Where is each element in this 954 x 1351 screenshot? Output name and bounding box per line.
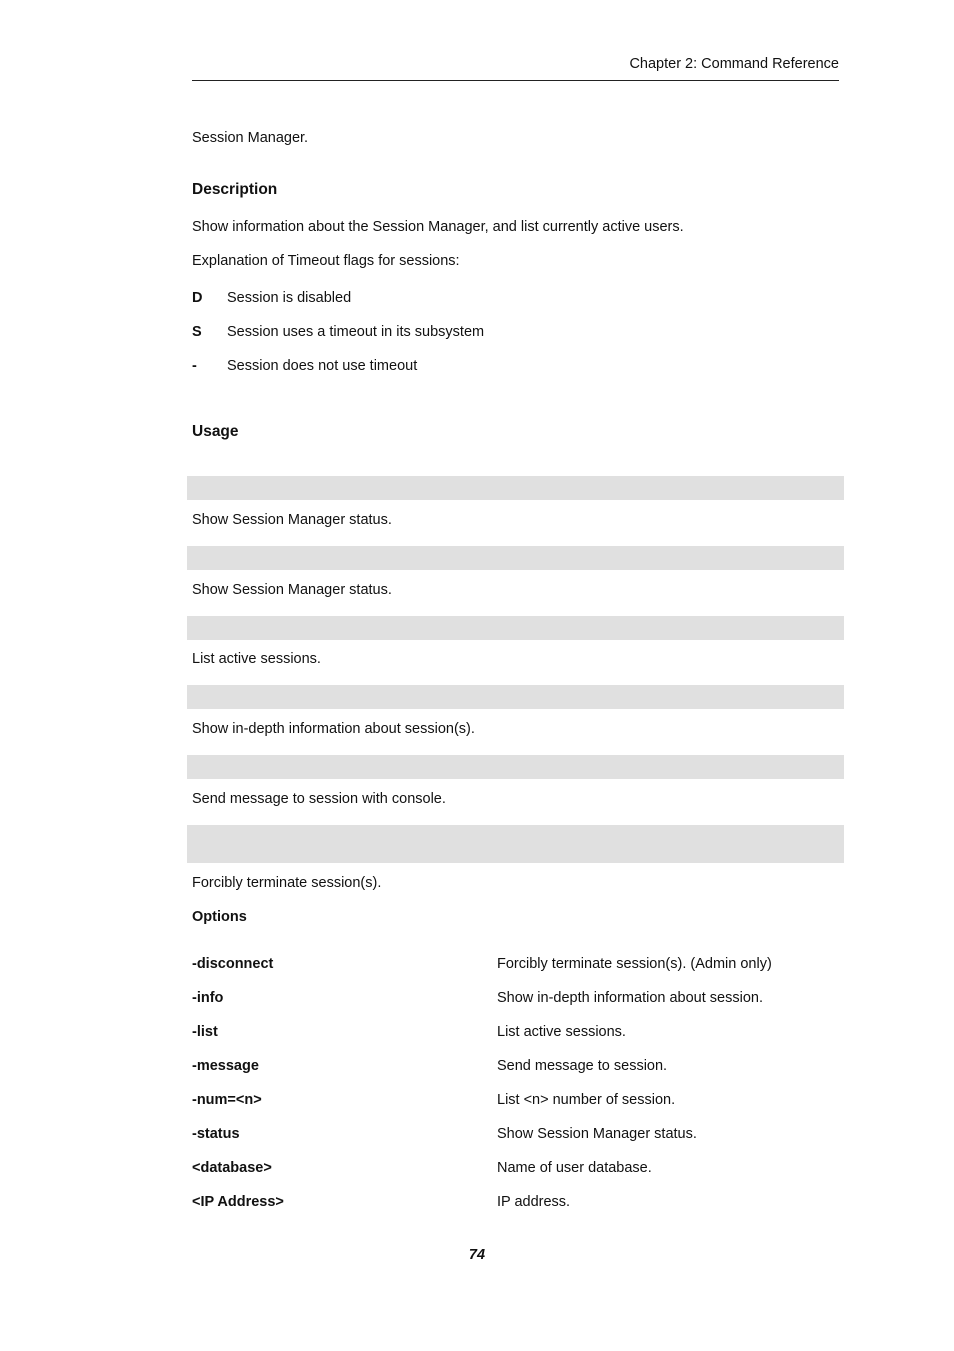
flag-key: D bbox=[192, 290, 203, 306]
description-heading: Description bbox=[192, 181, 278, 198]
description-paragraph: Show information about the Session Manager, and list currently active users. bbox=[192, 219, 684, 235]
flags-intro: Explanation of Timeout flags for sessions: bbox=[192, 253, 460, 269]
flag-description: Session is disabled bbox=[227, 290, 352, 306]
flag-key: - bbox=[192, 358, 197, 374]
option-name: -num=<n> bbox=[192, 1092, 262, 1108]
usage-code-block bbox=[187, 825, 844, 863]
option-description: Forcibly terminate session(s). (Admin only) bbox=[497, 956, 772, 972]
option-description: List <n> number of session. bbox=[497, 1092, 676, 1108]
option-description: Show Session Manager status. bbox=[497, 1126, 697, 1142]
page-number: 74 bbox=[468, 1247, 486, 1263]
option-description: Show in-depth information about session. bbox=[497, 990, 763, 1006]
flag-description: Session uses a timeout in its subsystem bbox=[227, 324, 485, 340]
option-name: -status bbox=[192, 1126, 240, 1142]
flag-description: Session does not use timeout bbox=[227, 358, 418, 374]
usage-description: Forcibly terminate session(s). bbox=[192, 875, 382, 891]
option-name: -list bbox=[192, 1024, 218, 1040]
usage-heading: Usage bbox=[192, 423, 239, 440]
usage-code-block bbox=[187, 685, 844, 709]
usage-description: Show Session Manager status. bbox=[192, 582, 392, 598]
usage-description: Show Session Manager status. bbox=[192, 512, 392, 528]
intro-text: Session Manager. bbox=[192, 130, 309, 146]
option-description: List active sessions. bbox=[497, 1024, 626, 1040]
option-name: -info bbox=[192, 990, 224, 1006]
option-name: -disconnect bbox=[192, 956, 274, 972]
option-name: <IP Address> bbox=[192, 1194, 284, 1210]
running-header: Chapter 2: Command Reference bbox=[629, 56, 839, 72]
option-description: IP address. bbox=[497, 1194, 571, 1210]
usage-code-block bbox=[187, 546, 844, 570]
usage-code-block bbox=[187, 476, 844, 500]
usage-description: Send message to session with console. bbox=[192, 791, 446, 807]
usage-code-block bbox=[187, 616, 844, 640]
option-description: Name of user database. bbox=[497, 1160, 652, 1176]
usage-description: Show in-depth information about session(s). bbox=[192, 721, 475, 737]
usage-code-block bbox=[187, 755, 844, 779]
header-divider bbox=[192, 80, 839, 81]
option-name: <database> bbox=[192, 1160, 272, 1176]
option-description: Send message to session. bbox=[497, 1058, 668, 1074]
option-name: -message bbox=[192, 1058, 259, 1074]
flag-key: S bbox=[192, 324, 202, 340]
options-heading: Options bbox=[192, 909, 247, 925]
usage-description: List active sessions. bbox=[192, 651, 321, 667]
